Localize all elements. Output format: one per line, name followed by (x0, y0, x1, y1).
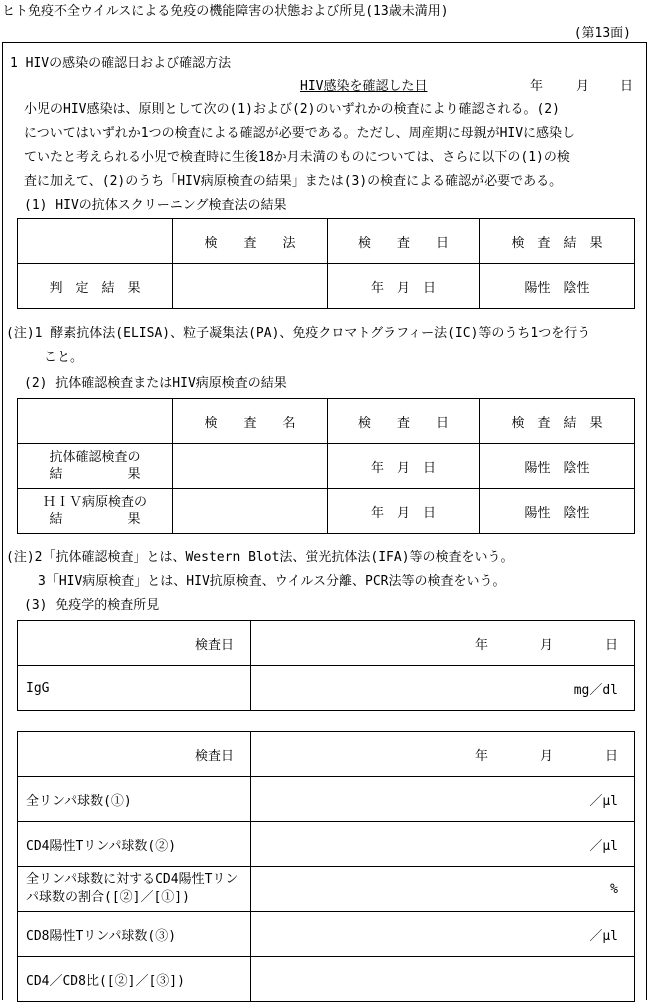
sub1-heading: (1) HIVの抗体スクリーニング検査法の結果 (24, 198, 287, 213)
row-label-judgment: 判 定 結 果 (18, 264, 173, 309)
note2-line1: (注)2「抗体確認検査」とは、Western Blot法、蛍光抗体法(IFA)等の検査をいう。 (6, 550, 514, 565)
paragraph-line-1: 小児のHIV感染は、原則として次の(1)および(2)のいずれかの検査により確認される。(2) (24, 102, 560, 117)
page-title: ヒト免疫不全ウイルスによる免疫の機能障害の状態および所見(13歳未満用) (2, 4, 449, 19)
confirm-month: 月 (576, 79, 590, 94)
row-label-pathogen-a: ＨＩＶ病原検査の (42, 495, 147, 510)
col-result: 検 査 結 果 (480, 399, 635, 444)
cd4-ratio-label: 全リンパ球数に対するCD4陽性Tリンパ球数の割合([②]／[①]) (18, 867, 251, 912)
igg-table (17, 620, 635, 711)
note1-line1: (注)1 酵素抗体法(ELISA)、粒子凝集法(PA)、免疫クロマトグラフィー法(IC)等のうち1つを行う (6, 326, 591, 341)
confirmation-table (17, 398, 635, 534)
cd4-count-field[interactable]: ／μl (251, 822, 635, 867)
screening-table (17, 218, 635, 309)
cd4-cd8-ratio-field[interactable] (251, 957, 635, 1002)
method-field[interactable] (173, 264, 328, 309)
col-method: 検 査 法 (173, 219, 328, 264)
igg-label: IgG (18, 666, 251, 711)
cd4-ratio-field[interactable]: % (251, 867, 635, 912)
note2-line2: 3「HIV病原検査」とは、HIV抗原検査、ウイルス分離、PCR法等の検査をいう。 (38, 574, 506, 589)
total-lymphocyte-label: 全リンパ球数(①) (18, 777, 251, 822)
result-field[interactable]: 陽性 陰性 (480, 264, 635, 309)
row-label-antibody (18, 444, 173, 489)
form-number: (第13面) (573, 26, 631, 41)
sub2-heading: (2) 抗体確認検査またはHIV病原検査の結果 (24, 376, 287, 391)
date-field[interactable]: 年 月 日 (328, 264, 480, 309)
igg-value-field[interactable]: mg／dl (251, 666, 635, 711)
confirm-date-label: HIV感染を確認した日 (300, 79, 428, 94)
paragraph-line-2: についてはいずれか1つの検査による確認が必要である。ただし、周産期に母親がHIVに感染し (24, 126, 576, 141)
pathogen-name-field[interactable] (173, 489, 328, 534)
total-lymphocyte-field[interactable]: ／μl (251, 777, 635, 822)
pathogen-result-field[interactable]: 陽性 陰性 (480, 489, 635, 534)
col-date: 検 査 日 (328, 219, 480, 264)
col-name: 検 査 名 (173, 399, 328, 444)
cd8-count-label: CD8陽性Tリンパ球数(③) (18, 912, 251, 957)
row-label-antibody-b: 結 果 (49, 467, 141, 482)
cd4-cd8-ratio-label: CD4／CD8比([②]／[③]) (18, 957, 251, 1002)
paragraph-line-3: ていたと考えられる小児で検査時に生後18か月未満のものについては、さらに以下の(1)の検 (24, 150, 570, 165)
paragraph-line-4: 査に加えて、(2)のうち「HIV病原検査の結果」または(3)の検査による確認が必要である。 (24, 174, 563, 189)
row-label-pathogen (18, 489, 173, 534)
antibody-date-field[interactable]: 年 月 日 (328, 444, 480, 489)
col-date: 検 査 日 (328, 399, 480, 444)
pathogen-date-field[interactable]: 年 月 日 (328, 489, 480, 534)
igg-date-label: 検査日 (18, 621, 251, 666)
screening-corner (18, 219, 173, 264)
section1-heading: 1 HIVの感染の確認日および確認方法 (10, 56, 232, 71)
cd8-count-field[interactable]: ／μl (251, 912, 635, 957)
antibody-name-field[interactable] (173, 444, 328, 489)
row-label-pathogen-b: 結 果 (49, 512, 141, 527)
confirm-year: 年 (530, 79, 544, 94)
confirm-date-line (300, 75, 632, 94)
col-result: 検 査 結 果 (480, 219, 635, 264)
confirmation-corner (18, 399, 173, 444)
lymph-date-field[interactable]: 年 月 日 (251, 732, 635, 777)
sub3-heading: (3) 免疫学的検査所見 (24, 598, 160, 613)
lymphocyte-table (17, 731, 635, 1002)
igg-date-field[interactable]: 年 月 日 (251, 621, 635, 666)
row-label-antibody-a: 抗体確認検査の (49, 450, 141, 465)
cd4-count-label: CD4陽性Tリンパ球数(②) (18, 822, 251, 867)
confirm-day: 日 (620, 79, 634, 94)
lymph-date-label: 検査日 (18, 732, 251, 777)
note1-line2: こと。 (44, 350, 84, 365)
antibody-result-field[interactable]: 陽性 陰性 (480, 444, 635, 489)
